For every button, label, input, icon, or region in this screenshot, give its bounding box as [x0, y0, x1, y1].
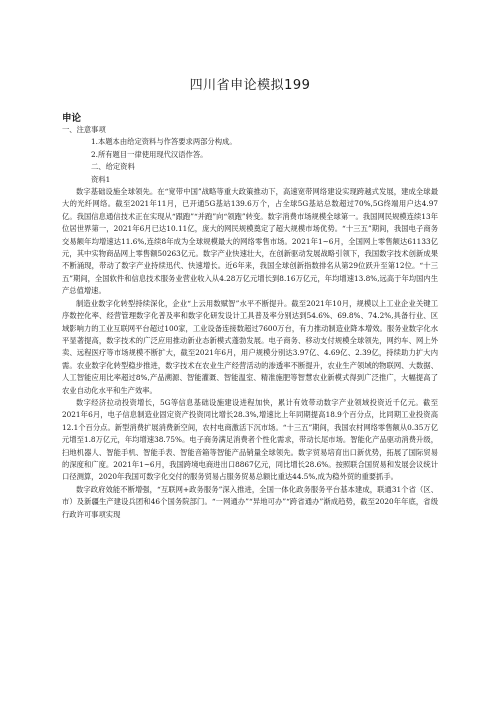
- materials-heading: 二、给定资料: [91, 162, 135, 172]
- note-item-1: 1.本题本由给定资料与作答要求两部分构成。: [91, 137, 237, 147]
- document-body: [62, 124, 438, 521]
- material-label: 资料1: [91, 174, 111, 184]
- material-paragraph-3: 数字经济拉动投资增长，5G等信息基础设施建设进程加快，累计有效带动数字产业领域投资近千亿元。截至2021年6月，电子信息制造业固定资产投资同比增长28.3%,增速比上年同期提高18.9个百分点，比同期工业投资高12.1个百分点。新型消费扩展消费新空间，农村电商激活下沉市场。“十三五”期间，我国农村网络零售额从0.35万亿元增至1.8万亿元，年均增速38.75%。电子商务满足消费者个性化需求，带动长尾市场。智能化产品驱动消费升级，扫地机器人、智能手机、智能手表、智能音箱等智能产品销量全球领先。数字贸易培育出口新优势，拓展了国际贸易的深度和广度。2021年1~6月，我国跨境电商进出口8867亿元，同比增长28.6%。按照联合国贸易和发展会议统计口径测算，2020年我国可数字化交付的服务贸易占服务贸易总额比重达44.5%,成为稳外贸的重要抓手。: [62, 397, 438, 482]
- material-paragraph-4: 数字政府效能不断增强，“互联网+政务服务”深入推进，全国一体化政务服务平台基本建成，联通31个省（区、市）及新疆生产建设兵团和46个国务院部门。“一网通办”“异地可办”“跨省通办”渐成趋势，截至2020年年底，省级行政许可事项实现: [62, 484, 438, 519]
- material-paragraph-2: 制造业数字化转型持续深化，企业“上云用数赋智”水平不断提升。截至2021年10月，规模以上工业企业关键工序数控化率、经营管理数字化普及率和数字化研发设计工具普及率分别达到54.6%、69.8%、74.2%,具备行业、区域影响力的工业互联网平台超过100家，工业设备连接数超过7600万台，有力推动制造业降本增效。服务业数字化水平显著提高，数字技术的广泛应用推动新业态新模式蓬勃发展。电子商务、移动支付规模全球领先，网约车、网上外卖、远程医疗等市场规模不断扩大，截至2021年6月，用户规模分别达3.97亿、4.69亿、2.39亿，持续助力扩大内需。农业数字化转型稳步推进，数字技术在农业生产经营活动的渗透率不断提升，农业生产领域的物联网、大数据、人工智能应用比率超过8%,产品溯源、智能灌溉、智能温室、精准施肥等智慧农业新模式得到广泛推广，大幅提高了农业自动化水平和生产效率。: [62, 298, 438, 395]
- material-paragraph-1: 数字基础设施全球领先。在“宽带中国”战略等重大政策推动下，高速宽带网络建设实现跨越式发展，建成全球最大的光纤网络。截至2021年11月，已开通5G基站139.6万个，占全球5G基站总数超过70%,5G终端用户达4.97亿。我国信息通信技术正在实现从“跟跑”“并跑”向“领跑”转变。数字消费市场规模全球第一。我国网民规模连续13年位居世界第一，2021年6月已达10.11亿，庞大的网民规模奠定了超大规模市场优势。“十三五”期间，我国电子商务交易额年均增速达11.6%,连续8年成为全球规模最大的网络零售市场。2021年1~6月，全国网上零售额达61133亿元，其中实物商品网上零售额50263亿元。数字产业快速壮大，在创新驱动发展战略引领下，我国数字技术创新成果不断涌现，带动了数字产业持续迅代、快速增长。近6年来，我国全球创新指数排名从第29位跃升至第12位。“十三五”期间，全国软件和信息技术服务业营业收入从4.28万亿元增长到8.16万亿元，年均增速13.8%,远高于年均国内生产总值增速。: [62, 187, 438, 296]
- section-heading: 申论: [62, 113, 82, 124]
- notes-heading: 一、注意事项: [62, 125, 106, 134]
- note-item-2: 2.所有题目一律使用现代汉语作答。: [91, 149, 208, 159]
- document-title: 四川省申论模拟199: [189, 78, 311, 93]
